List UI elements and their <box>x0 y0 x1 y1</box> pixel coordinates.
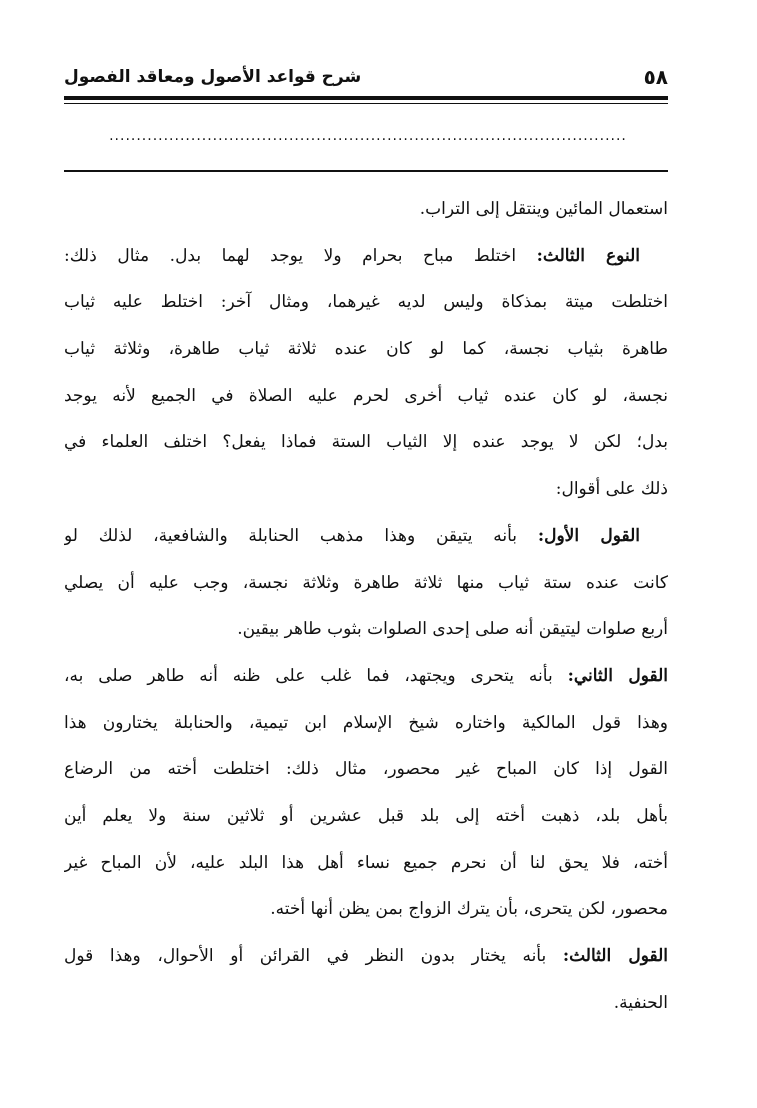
text-line <box>64 419 668 466</box>
running-head <box>64 62 668 92</box>
line-text: اختلط مباح بحرام ولا يوجد لهما بدل. مثال ذلك: <box>64 245 537 266</box>
text-line <box>64 373 668 420</box>
section-lead: القول الأول: <box>537 525 641 546</box>
section-lead: القول الثالث: <box>562 946 668 966</box>
section-lead: القول الثاني: <box>567 665 668 686</box>
line-text: أربع صلوات ليتيقن أنه صلى إحدى الصلوات بثوب طاهر بيقين. <box>237 619 668 640</box>
running-title: شرح قواعد الأصول ومعاقد الفصول <box>64 67 362 87</box>
line-text: استعمال المائين وينتقل إلى التراب. <box>419 199 668 219</box>
text-line <box>64 980 668 1027</box>
line-text: بأهل بلد، ذهبت أخته إلى بلد قبل عشرين أو ثلاثين سنة ولا يعلم أين <box>64 805 668 826</box>
text-line <box>64 793 668 840</box>
header-rule-thin <box>64 103 668 104</box>
text-line <box>64 186 668 233</box>
footnote-separator-rule <box>64 170 668 172</box>
line-text: بأنه يختار بدون النظر في القرائن أو الأحوال، وهذا قول <box>64 946 563 966</box>
text-line <box>64 653 668 700</box>
line-text: بأنه يتيقن وهذا مذهب الحنابلة والشافعية، لذلك لو <box>64 525 538 546</box>
text-line <box>64 606 668 653</box>
line-text: بدل؛ لكن لا يوجد عنده إلا الثياب الستة فماذا يفعل؟ اختلف العلماء في <box>64 432 668 453</box>
footnote-dotted-line: ............................................................................................... <box>109 128 627 144</box>
text-line <box>64 840 668 887</box>
text-line <box>64 326 668 373</box>
line-text: الحنفية. <box>613 992 668 1013</box>
page-number: ٥٨ <box>643 65 668 89</box>
text-line <box>64 700 668 747</box>
text-line <box>64 513 668 560</box>
line-text: ذلك على أقوال: <box>555 479 668 500</box>
line-text: طاهرة بثياب نجسة، كما لو كان عنده ثلاثة ثياب طاهرة، وثلاثة ثياب <box>64 339 668 360</box>
text-line <box>64 886 668 933</box>
line-text: محصور، لكن يتحرى، بأن يترك الزواج بمن يظن أنها أخته. <box>270 899 668 920</box>
line-text: القول إذا كان المباح غير محصور، مثال ذلك: اختلطت أخته من الرضاع <box>64 759 668 780</box>
body-text <box>64 186 668 1026</box>
text-line <box>64 560 668 607</box>
text-line <box>64 746 668 793</box>
line-text: بأنه يتحرى ويجتهد، فما غلب على ظنه أنه طاهر صلى به، <box>64 665 568 686</box>
text-line <box>64 233 668 280</box>
line-text: كانت عنده ستة ثياب منها ثلاثة طاهرة وثلاثة نجسة، وجب عليه أن يصلي <box>64 572 668 593</box>
line-text: أخته، فلا يحق لنا أن نحرم جميع نساء أهل هذا البلد عليه، لأن المباح غير <box>64 852 668 873</box>
text-line <box>64 933 668 980</box>
line-text: نجسة، لو كان عنده ثياب أخرى لحرم عليه الصلاة في الجميع لأنه يوجد <box>64 385 668 406</box>
section-lead: النوع الثالث: <box>536 245 640 266</box>
line-text: وهذا قول المالكية واختاره شيخ الإسلام ابن تيمية، والحنابلة يختارون هذا <box>64 712 668 733</box>
text-line <box>64 466 668 513</box>
line-text: اختلطت ميتة بمذكاة وليس لديه غيرهما، ومثال آخر: اختلط عليه ثياب <box>64 292 668 313</box>
text-line <box>64 279 668 326</box>
header-rule-thick <box>64 96 668 100</box>
